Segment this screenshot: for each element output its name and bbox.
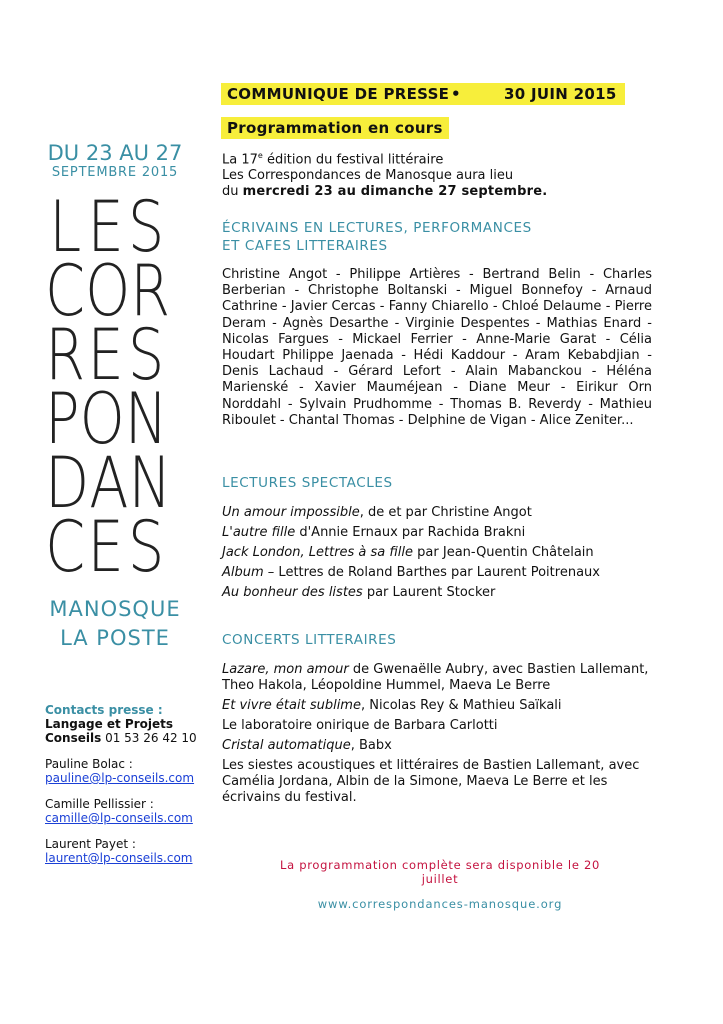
contact-email-link[interactable]: camille@lp-conseils.com [45, 811, 193, 825]
press-release-label: COMMUNIQUE DE PRESSE [227, 85, 450, 103]
contact-person [45, 757, 215, 785]
logo-row: D A N [45, 442, 172, 524]
list-item: Le laboratoire onirique de Barbara Carlotti [222, 718, 498, 733]
concerts-list [222, 662, 662, 810]
lectures-list [222, 505, 662, 605]
list-item: Lazare, mon amour de Gwenaëlle Aubry, avec Bastien Lallemant, Theo Hakola, Léopoldine Hummel, Maeva Le Berre [222, 662, 649, 693]
contact-person [45, 797, 215, 825]
press-release-date: 30 JUIN 2015 [504, 85, 617, 103]
section-heading-lectures: LECTURES SPECTACLES [222, 475, 393, 491]
logo-row: L E S [49, 186, 165, 268]
contact-name: Laurent Payet : [45, 837, 136, 851]
header-separator: • [451, 85, 461, 103]
list-item: Un amour impossible, de et par Christine Angot [222, 505, 532, 520]
contact-org-2: Conseils [45, 731, 102, 745]
list-item: Au bonheur des listes par Laurent Stocker [222, 585, 496, 600]
festival-dates-bold: mercredi 23 au dimanche 27 septembre. [242, 184, 548, 200]
logo-row: P O N [45, 378, 168, 460]
venue-name: LA POSTE [60, 626, 170, 650]
website-link[interactable]: www.correspondances-manosque.org [317, 897, 563, 911]
writers-list: Christine Angot - Philippe Artières - Bertrand Belin - Charles Berberian - Christophe Boltanski - Miguel Bonnefoy - Arnaud Cathrine - Javier Cercas - Fanny Chiarello - Chloé Delaume - Pierre Deram - Agnès Desarthe - Virginie Despentes - Mathias Enard - Nicolas Fargues - Mickael Ferrier - Anne-Marie Garat - Célia Houdart Philippe Jaenada - Hédi Kaddour - Aram Kebabdjian - Denis Lachaud - Gérard Lefort - Alain Mabanckou - Héléna Marienské - Xavier Mauméjean - Diane Meur - Eirikur Orn Norddahl - Sylvain Prudhomme - Thomas B. Reverdy - Mathieu Riboulet - Chantal Thomas - Delphine de Vigan - Alice Zeniter... [222, 267, 652, 428]
contact-org: Langage et Projets [45, 717, 174, 731]
logo-row: C E S [45, 506, 165, 588]
festival-logo [45, 186, 195, 588]
contact-person [45, 837, 215, 865]
contact-email-link[interactable]: laurent@lp-conseils.com [45, 851, 193, 865]
intro-paragraph: La 17e édition du festival littéraire Les Correspondances de Manosque aura lieu du mercredi 23 au dimanche 27 septembre. [222, 151, 548, 200]
press-contacts [45, 703, 215, 865]
festival-location [40, 595, 190, 653]
page-subtitle: Programmation en cours [221, 117, 449, 139]
festival-dates: DU 23 AU 27 [47, 141, 183, 165]
list-item: Et vivre était sublime, Nicolas Rey & Mathieu Saïkali [222, 698, 562, 713]
logo-row: C O R [45, 250, 171, 332]
list-item: Album – Lettres de Roland Barthes par Laurent Poitrenaux [222, 565, 600, 580]
festival-month: SEPTEMBRE 2015 [51, 165, 179, 180]
list-item: Jack London, Lettres à sa fille par Jean-Quentin Châtelain [222, 545, 594, 560]
section-heading-concerts: CONCERTS LITTERAIRES [222, 632, 397, 648]
contact-name: Camille Pellissier : [45, 797, 154, 811]
list-item: Les siestes acoustiques et littéraires de Bastien Lallemant, avec Camélia Jordana, Albin de la Simone, Maeva Le Berre et les écrivains du festival. [222, 758, 640, 805]
press-release-header [221, 83, 625, 105]
section-heading-writers: ÉCRIVAINS EN LECTURES, PERFORMANCES ET CAFES LITTERAIRES [222, 220, 532, 254]
contact-phone: 01 53 26 42 10 [101, 731, 197, 745]
list-item: L'autre fille d'Annie Ernaux par Rachida Brakni [222, 525, 526, 540]
contacts-heading: Contacts presse : [45, 703, 163, 717]
contact-name: Pauline Bolac : [45, 757, 133, 771]
programme-note: La programmation complète sera disponible le 20 juillet [280, 858, 600, 886]
city-name: MANOSQUE [49, 597, 181, 621]
logo-row: R E S [45, 314, 165, 396]
list-item: Cristal automatique, Babx [222, 738, 392, 753]
contact-email-link[interactable]: pauline@lp-conseils.com [45, 771, 195, 785]
